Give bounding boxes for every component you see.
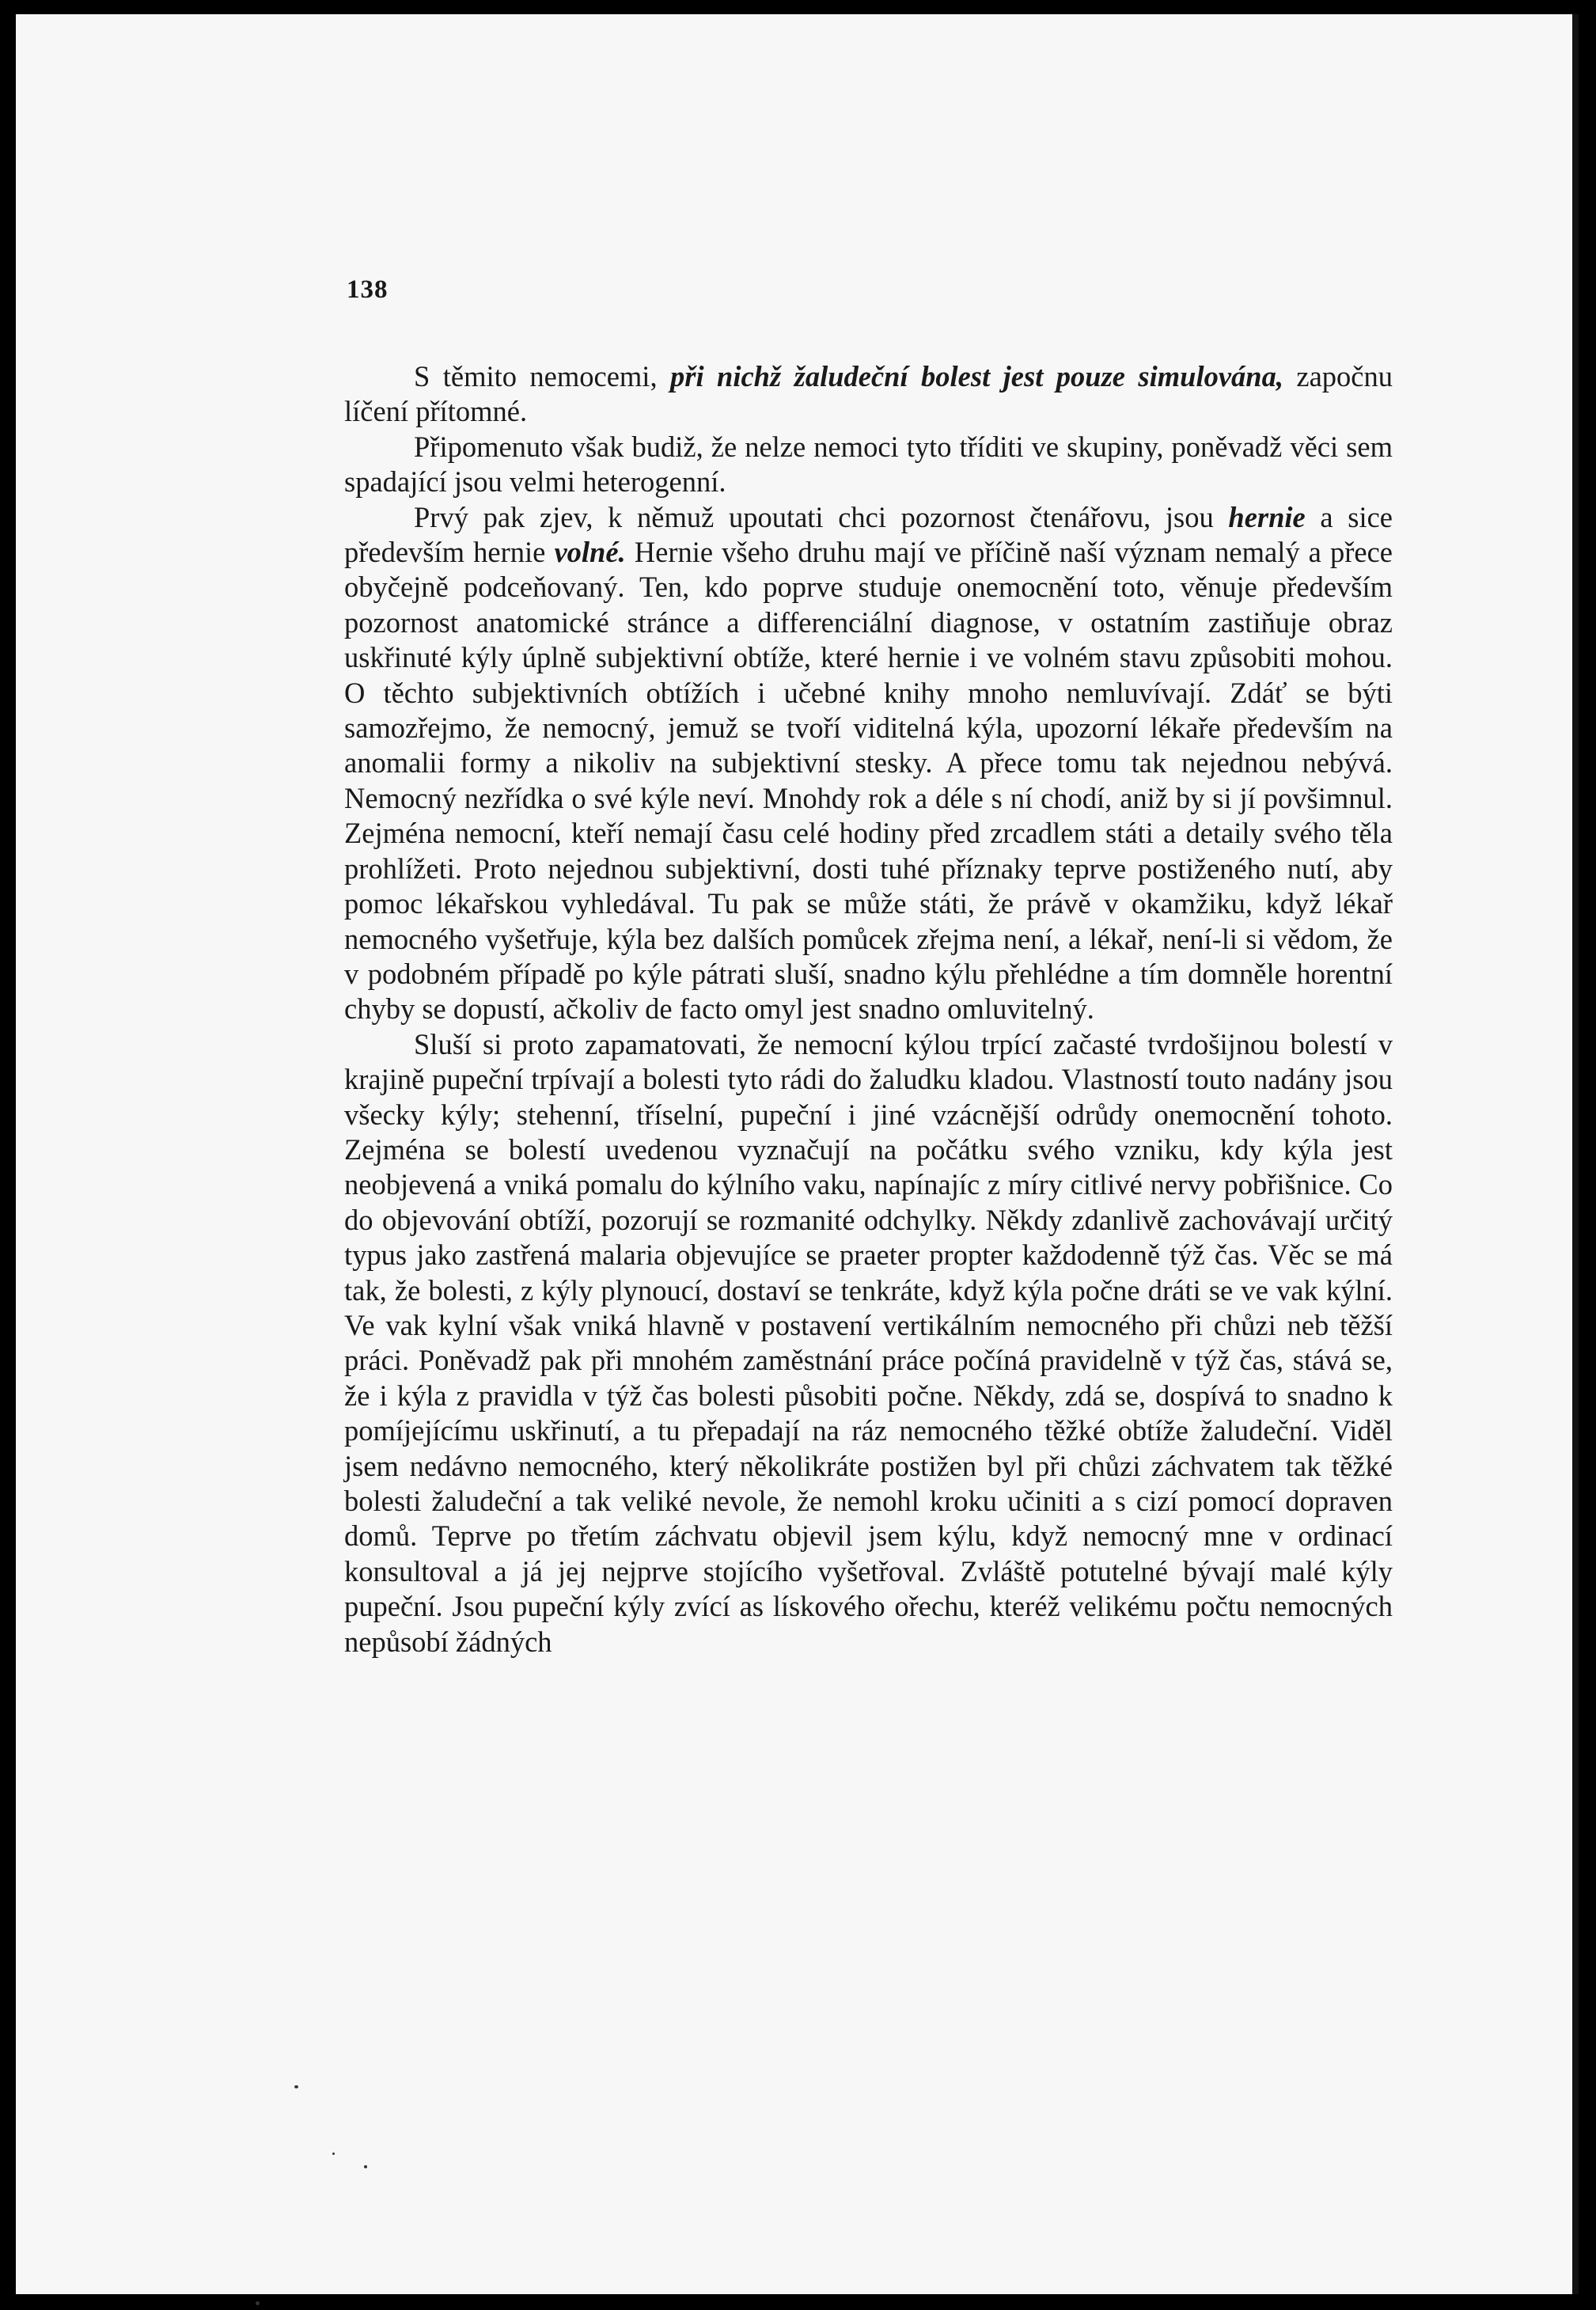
- paragraph-3: [344, 500, 1393, 1027]
- text-run: Připomenuto však budiž, že nelze nemoci tyto tříditi ve skupiny, poněvadž věci sem spadající jsou velmi heterogenní.: [344, 430, 1393, 499]
- italic-run: volné.: [554, 536, 626, 569]
- page-number: 138: [347, 275, 389, 304]
- ink-speck: [332, 2153, 335, 2155]
- text-run: Sluší si proto zapamatovati, že nemocní kýlou trpící začasté tvrdošijnou bolestí v krajině pupeční trpívají a bolesti tyto rádi do žaludku kladou. Vlastností touto nadány jsou všecky kýly; stehenní, tříselní, pupeční i jiné vzácnější odrůdy onemocnění tohoto. Zejména se bolestí uvedenou vyznačují na počátku svého vzniku, kdy kýla jest neobjevená a vniká pomalu do kýlního vaku, napínajíc z míry citlivé nervy pobřišnice. Co do objevování obtíží, pozorují se rozmanité odchylky. Někdy zdanlivě zachovávají určitý typus jako zastřená malaria objevujíce se praeter propter každodenně týž čas. Věc se má tak, že bolesti, z kýly plynoucí, dostaví se tenkráte, když kýla počne dráti se ve vak kýlní. Ve vak kylní však vniká hlavně v postavení vertikálním nemocného při chůzi neb těžší práci. Poněvadž pak při mnohém zaměstnání práce počíná pravidelně v týž čas, stává se, že i kýla z pravidla v týž čas bolesti působiti počne. Někdy, zdá se, dospívá to snadno k pomíjejícímu uskřinutí, a tu přepadají na ráz nemocného těžké obtíže žaludeční. Viděl jsem nedávno nemocného, který několikráte postižen byl při chůzi záchvatem tak těžké bolesti žaludeční a tak veliké nevole, že nemohl kroku učiniti a s cizí pomocí dopraven domů. Teprve po třetím záchvatu objevil jsem kýlu, když nemocný mne v ordinací konsultoval a já jej nejprve stojícího vyšetřoval. Zvláště potutelné bývají malé kýly pupeční. Jsou pupeční kýly zvící as lískového ořechu, kteréž velikému počtu nemocných nepůsobí žádných: [344, 1027, 1393, 1658]
- ink-speck: [256, 2301, 260, 2305]
- paragraph-2: [344, 430, 1393, 500]
- italic-run: hernie: [1228, 500, 1306, 533]
- italic-run: při nichž žaludeční bolest jest pouze simulována,: [670, 360, 1283, 393]
- paragraph-1: [344, 359, 1393, 430]
- ink-speck: [294, 2085, 298, 2088]
- text-run: započnu líčení přítomné.: [344, 360, 1393, 428]
- ink-speck: [364, 2165, 367, 2168]
- body-text: [344, 359, 1393, 1659]
- text-run: Hernie všeho druhu mají ve příčině naší význam nemalý a přece obyčejně podceňovaný. Ten, kdo poprve studuje onemocnění toto, věnuje především pozornost anatomické stránce a differenciální diagnose, v ostatním zastiňuje obraz uskřinuté kýly úplně subjektivní obtíže, které hernie i ve volném stavu způsobiti mohou. O těchto subjektivních obtížích i učebné knihy mnoho nemluvívají. Zdáť se býti samozřejmo, že nemocný, jemuž se tvoří viditelná kýla, upozorní lékaře především na anomalii formy a nikoliv na subjektivní stesky. A přece tomu tak nejednou nebývá. Nemocný nezřídka o své kýle neví. Mnohdy rok a déle s ní chodí, aniž by si jí povšimnul. Zejména nemocní, kteří nemají času celé hodiny před zrcadlem státi a detaily svého těla prohlížeti. Proto nejednou subjektivní, dosti tuhé příznaky teprve postiženého nutí, aby pomoc lékařskou vyhledával. Tu pak se může státi, že právě v okamžiku, když lékař nemocného vyšetřuje, kýla bez dalších pomůcek zřejma není, a lékař, není-li si vědom, že v podobném případě po kýle pátrati sluší, snadno kýlu přehlédne a tím domněle horentní chyby se dopustí, ačkoliv de facto omyl jest snadno omluvitelný.: [344, 536, 1393, 1026]
- book-page: [16, 14, 1579, 2294]
- text-run: a sice především hernie: [344, 500, 1393, 569]
- text-run: Prvý pak zjev, k němuž upoutati chci pozornost čtenářovu, jsou: [414, 500, 1229, 533]
- paragraph-4: [344, 1027, 1393, 1659]
- text-run: S těmito nemocemi,: [414, 360, 671, 393]
